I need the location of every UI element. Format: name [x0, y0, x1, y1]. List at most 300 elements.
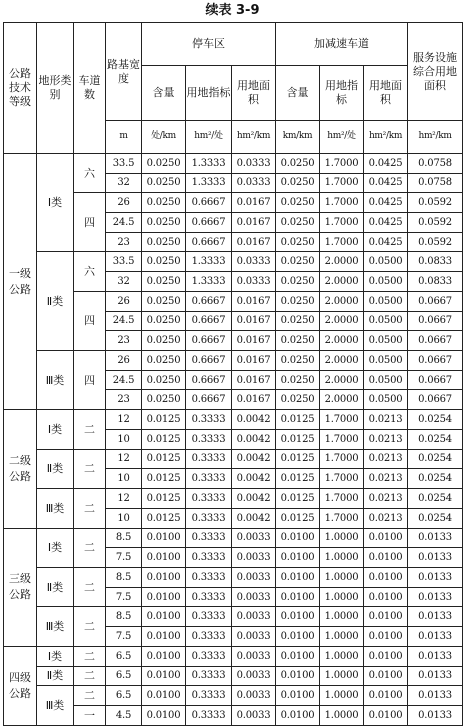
value-cell: 0.0042: [232, 508, 276, 528]
value-cell: 0.0100: [364, 607, 408, 627]
value-cell: 0.0250: [276, 370, 320, 390]
value-cell: 0.0042: [232, 469, 276, 489]
value-cell: 1.3333: [186, 252, 232, 272]
value-cell: 0.6667: [186, 351, 232, 371]
value-cell: 0.3333: [186, 528, 232, 548]
header-accel: 加减速车道: [276, 23, 408, 66]
lanes-cell: 二: [74, 666, 106, 686]
value-cell: 0.0125: [276, 429, 320, 449]
value-cell: 1.0000: [320, 627, 364, 647]
lanes-cell: 二: [74, 489, 106, 528]
value-cell: 1.7000: [320, 173, 364, 193]
width-cell: 23: [106, 331, 142, 351]
value-cell: 0.0100: [142, 646, 186, 666]
value-cell: 0.0667: [408, 351, 463, 371]
value-cell: 0.0125: [276, 410, 320, 430]
value-cell: 1.3333: [186, 173, 232, 193]
value-cell: 1.7000: [320, 489, 364, 509]
terrain-cell: Ⅲ类: [37, 686, 74, 726]
value-cell: 0.0100: [142, 528, 186, 548]
value-cell: 0.0425: [364, 153, 408, 173]
value-cell: 0.0213: [364, 508, 408, 528]
value-cell: 0.0125: [142, 449, 186, 469]
value-cell: 0.0100: [364, 627, 408, 647]
value-cell: 0.0133: [408, 686, 463, 706]
value-cell: 0.0333: [232, 252, 276, 272]
lanes-cell: 四: [74, 351, 106, 410]
width-cell: 12: [106, 489, 142, 509]
value-cell: 0.0100: [276, 666, 320, 686]
header-grade: 公路技术等级: [4, 23, 37, 154]
value-cell: 0.0250: [276, 252, 320, 272]
value-cell: 0.0333: [232, 272, 276, 292]
header-area-2: 用地面积: [364, 65, 408, 120]
width-cell: 8.5: [106, 528, 142, 548]
value-cell: 1.7000: [320, 193, 364, 213]
header-parking: 停车区: [142, 23, 276, 66]
value-cell: 0.3333: [186, 705, 232, 725]
value-cell: 0.0425: [364, 173, 408, 193]
value-cell: 0.0125: [142, 469, 186, 489]
table-row: [4, 410, 463, 430]
value-cell: 0.0100: [364, 587, 408, 607]
value-cell: 0.0667: [408, 370, 463, 390]
value-cell: 0.0100: [276, 607, 320, 627]
value-cell: 0.3333: [186, 410, 232, 430]
terrain-cell: Ⅱ类: [37, 666, 74, 686]
value-cell: 1.0000: [320, 686, 364, 706]
value-cell: 0.3333: [186, 686, 232, 706]
value-cell: 0.0250: [276, 272, 320, 292]
terrain-cell: Ⅰ类: [37, 410, 74, 449]
header-count: 含量: [142, 65, 186, 120]
width-cell: 7.5: [106, 587, 142, 607]
lanes-cell: 四: [74, 291, 106, 350]
value-cell: 0.0133: [408, 627, 463, 647]
width-cell: 4.5: [106, 705, 142, 725]
value-cell: 0.0125: [142, 489, 186, 509]
value-cell: 0.6667: [186, 291, 232, 311]
lanes-cell: 六: [74, 153, 106, 192]
value-cell: 2.0000: [320, 370, 364, 390]
lanes-cell: 四: [74, 193, 106, 252]
value-cell: 0.0500: [364, 370, 408, 390]
width-cell: 6.5: [106, 666, 142, 686]
land-use-table: [3, 22, 463, 726]
value-cell: 0.0250: [142, 252, 186, 272]
width-cell: 33.5: [106, 252, 142, 272]
value-cell: 0.3333: [186, 489, 232, 509]
value-cell: 0.0042: [232, 489, 276, 509]
value-cell: 0.0100: [364, 646, 408, 666]
table-row: [4, 666, 463, 686]
header-count-2: 含量: [276, 65, 320, 120]
unit-cell: hm²/处: [320, 121, 364, 154]
width-cell: 26: [106, 193, 142, 213]
value-cell: 1.0000: [320, 607, 364, 627]
value-cell: 0.0425: [364, 213, 408, 233]
value-cell: 0.0100: [142, 666, 186, 686]
value-cell: 0.0250: [142, 272, 186, 292]
value-cell: 0.0425: [364, 232, 408, 252]
value-cell: 0.0250: [276, 173, 320, 193]
value-cell: 0.0133: [408, 666, 463, 686]
value-cell: 0.0250: [142, 390, 186, 410]
value-cell: 0.0667: [408, 331, 463, 351]
value-cell: 1.0000: [320, 528, 364, 548]
unit-cell: 处/km: [142, 121, 186, 154]
value-cell: 0.0167: [232, 370, 276, 390]
table-row: [4, 449, 463, 469]
value-cell: 0.0425: [364, 193, 408, 213]
width-cell: 24.5: [106, 213, 142, 233]
value-cell: 0.0033: [232, 627, 276, 647]
lanes-cell: 二: [74, 449, 106, 488]
value-cell: 0.0758: [408, 173, 463, 193]
value-cell: 0.0100: [276, 587, 320, 607]
value-cell: 0.0833: [408, 252, 463, 272]
value-cell: 0.0100: [142, 607, 186, 627]
value-cell: 0.0500: [364, 351, 408, 371]
value-cell: 0.0125: [276, 489, 320, 509]
value-cell: 0.0592: [408, 213, 463, 233]
terrain-cell: Ⅱ类: [37, 252, 74, 351]
value-cell: 1.7000: [320, 429, 364, 449]
width-cell: 8.5: [106, 567, 142, 587]
width-cell: 23: [106, 390, 142, 410]
grade-cell: 二级公路: [4, 410, 37, 528]
value-cell: 0.0250: [276, 153, 320, 173]
value-cell: 0.0758: [408, 153, 463, 173]
value-cell: 0.0213: [364, 449, 408, 469]
width-cell: 23: [106, 232, 142, 252]
value-cell: 0.0100: [364, 548, 408, 568]
width-cell: 12: [106, 449, 142, 469]
value-cell: 0.0133: [408, 548, 463, 568]
value-cell: 0.0100: [364, 686, 408, 706]
value-cell: 0.3333: [186, 469, 232, 489]
value-cell: 0.0100: [276, 705, 320, 725]
value-cell: 0.0250: [276, 351, 320, 371]
value-cell: 0.0167: [232, 390, 276, 410]
value-cell: 0.0250: [142, 331, 186, 351]
value-cell: 0.0250: [142, 213, 186, 233]
value-cell: 0.0254: [408, 469, 463, 489]
lanes-cell: 二: [74, 686, 106, 706]
header-service: 服务设施综合用地面积: [408, 23, 463, 121]
table-row: [4, 489, 463, 509]
value-cell: 0.0667: [408, 291, 463, 311]
value-cell: 0.0100: [364, 705, 408, 725]
unit-cell: km/km: [276, 121, 320, 154]
value-cell: 0.3333: [186, 429, 232, 449]
value-cell: 1.0000: [320, 567, 364, 587]
grade-cell: 四级公路: [4, 646, 37, 725]
value-cell: 1.0000: [320, 548, 364, 568]
value-cell: 0.0167: [232, 232, 276, 252]
value-cell: 0.0592: [408, 193, 463, 213]
value-cell: 0.0254: [408, 489, 463, 509]
value-cell: 0.6667: [186, 370, 232, 390]
value-cell: 0.3333: [186, 646, 232, 666]
width-cell: 10: [106, 429, 142, 449]
unit-cell: hm²/km: [364, 121, 408, 154]
lanes-cell: 二: [74, 567, 106, 606]
value-cell: 0.0033: [232, 666, 276, 686]
value-cell: 0.0033: [232, 607, 276, 627]
value-cell: 0.0254: [408, 508, 463, 528]
value-cell: 0.0100: [364, 528, 408, 548]
value-cell: 0.0125: [142, 508, 186, 528]
value-cell: 0.0133: [408, 567, 463, 587]
width-cell: 10: [106, 469, 142, 489]
value-cell: 0.0254: [408, 429, 463, 449]
value-cell: 0.0213: [364, 410, 408, 430]
width-cell: 6.5: [106, 646, 142, 666]
value-cell: 0.0254: [408, 449, 463, 469]
value-cell: 0.0100: [276, 627, 320, 647]
value-cell: 0.0100: [276, 646, 320, 666]
value-cell: 1.7000: [320, 449, 364, 469]
value-cell: 0.0100: [364, 567, 408, 587]
lanes-cell: 二: [74, 528, 106, 567]
width-cell: 32: [106, 173, 142, 193]
value-cell: 2.0000: [320, 331, 364, 351]
value-cell: 0.0033: [232, 587, 276, 607]
value-cell: 0.3333: [186, 508, 232, 528]
value-cell: 0.0167: [232, 311, 276, 331]
value-cell: 0.0250: [142, 351, 186, 371]
value-cell: 0.0250: [142, 153, 186, 173]
value-cell: 0.0125: [276, 449, 320, 469]
value-cell: 0.0167: [232, 193, 276, 213]
header-terrain: 地形类别: [37, 23, 74, 154]
terrain-cell: Ⅲ类: [37, 351, 74, 410]
width-cell: 8.5: [106, 607, 142, 627]
value-cell: 0.0592: [408, 232, 463, 252]
value-cell: 0.0667: [408, 390, 463, 410]
terrain-cell: Ⅱ类: [37, 449, 74, 488]
value-cell: 0.0100: [364, 666, 408, 686]
value-cell: 0.0333: [232, 173, 276, 193]
header-width: 路基宽度: [106, 23, 142, 121]
value-cell: 0.0125: [276, 469, 320, 489]
value-cell: 0.3333: [186, 567, 232, 587]
value-cell: 2.0000: [320, 311, 364, 331]
width-cell: 12: [106, 410, 142, 430]
value-cell: 2.0000: [320, 291, 364, 311]
value-cell: 0.0500: [364, 252, 408, 272]
value-cell: 0.6667: [186, 193, 232, 213]
value-cell: 0.0033: [232, 528, 276, 548]
value-cell: 1.0000: [320, 646, 364, 666]
value-cell: 1.7000: [320, 232, 364, 252]
value-cell: 0.0133: [408, 705, 463, 725]
value-cell: 0.3333: [186, 627, 232, 647]
width-cell: 32: [106, 272, 142, 292]
value-cell: 0.0033: [232, 705, 276, 725]
unit-cell: m: [106, 121, 142, 154]
grade-cell: 三级公路: [4, 528, 37, 646]
unit-cell: hm²/处: [186, 121, 232, 154]
value-cell: 0.0100: [276, 548, 320, 568]
terrain-cell: Ⅰ类: [37, 528, 74, 567]
terrain-cell: Ⅰ类: [37, 153, 74, 252]
value-cell: 0.0500: [364, 311, 408, 331]
value-cell: 0.0133: [408, 607, 463, 627]
header-index-2: 用地指标: [320, 65, 364, 120]
value-cell: 1.7000: [320, 153, 364, 173]
value-cell: 0.0250: [142, 291, 186, 311]
table-body: [4, 23, 463, 726]
value-cell: 0.0125: [276, 508, 320, 528]
width-cell: 24.5: [106, 311, 142, 331]
value-cell: 0.0133: [408, 587, 463, 607]
value-cell: 0.0250: [142, 173, 186, 193]
value-cell: 2.0000: [320, 390, 364, 410]
value-cell: 0.0833: [408, 272, 463, 292]
width-cell: 7.5: [106, 627, 142, 647]
value-cell: 2.0000: [320, 272, 364, 292]
terrain-cell: Ⅱ类: [37, 567, 74, 606]
table-row: [4, 646, 463, 666]
width-cell: 6.5: [106, 686, 142, 706]
value-cell: 1.7000: [320, 508, 364, 528]
value-cell: 0.0500: [364, 390, 408, 410]
value-cell: 0.0100: [276, 686, 320, 706]
terrain-cell: Ⅲ类: [37, 489, 74, 528]
terrain-cell: Ⅲ类: [37, 607, 74, 646]
terrain-cell: Ⅰ类: [37, 646, 74, 666]
value-cell: 0.0250: [142, 193, 186, 213]
width-cell: 26: [106, 291, 142, 311]
width-cell: 7.5: [106, 548, 142, 568]
value-cell: 0.0033: [232, 686, 276, 706]
value-cell: 0.0667: [408, 311, 463, 331]
value-cell: 0.3333: [186, 548, 232, 568]
table-row: [4, 252, 463, 272]
value-cell: 0.0250: [276, 311, 320, 331]
value-cell: 0.6667: [186, 311, 232, 331]
table-row: [4, 351, 463, 371]
value-cell: 0.6667: [186, 331, 232, 351]
value-cell: 0.0125: [142, 429, 186, 449]
value-cell: 0.6667: [186, 213, 232, 233]
value-cell: 0.6667: [186, 232, 232, 252]
value-cell: 0.0250: [142, 370, 186, 390]
value-cell: 0.6667: [186, 390, 232, 410]
value-cell: 1.3333: [186, 153, 232, 173]
value-cell: 0.0167: [232, 351, 276, 371]
value-cell: 1.0000: [320, 587, 364, 607]
value-cell: 0.0250: [142, 311, 186, 331]
value-cell: 0.3333: [186, 449, 232, 469]
header-lanes: 车道数: [74, 23, 106, 154]
value-cell: 1.0000: [320, 705, 364, 725]
value-cell: 0.0500: [364, 272, 408, 292]
lanes-cell: 二: [74, 646, 106, 666]
value-cell: 0.0033: [232, 567, 276, 587]
table-row: [4, 567, 463, 587]
value-cell: 0.0167: [232, 291, 276, 311]
value-cell: 0.0133: [408, 528, 463, 548]
value-cell: 0.0125: [142, 410, 186, 430]
value-cell: 0.0333: [232, 153, 276, 173]
value-cell: 0.0250: [276, 213, 320, 233]
lanes-cell: 二: [74, 410, 106, 449]
value-cell: 0.0100: [142, 705, 186, 725]
value-cell: 0.0100: [142, 627, 186, 647]
value-cell: 0.0500: [364, 291, 408, 311]
value-cell: 0.0250: [142, 232, 186, 252]
value-cell: 0.0250: [276, 331, 320, 351]
value-cell: 0.0213: [364, 429, 408, 449]
table-caption: 续表 3-9: [205, 3, 260, 18]
table-row: [4, 607, 463, 627]
value-cell: 0.0042: [232, 449, 276, 469]
unit-cell: hm²/km: [232, 121, 276, 154]
value-cell: 0.3333: [186, 587, 232, 607]
value-cell: 0.0033: [232, 548, 276, 568]
value-cell: 0.0033: [232, 646, 276, 666]
value-cell: 1.7000: [320, 469, 364, 489]
value-cell: 0.0042: [232, 429, 276, 449]
value-cell: 0.0100: [142, 587, 186, 607]
header-area: 用地面积: [232, 65, 276, 120]
header-row: [4, 23, 463, 66]
value-cell: 1.7000: [320, 213, 364, 233]
value-cell: 1.7000: [320, 410, 364, 430]
table-row: [4, 686, 463, 706]
value-cell: 0.0167: [232, 331, 276, 351]
width-cell: 24.5: [106, 370, 142, 390]
value-cell: 0.0213: [364, 469, 408, 489]
value-cell: 0.0100: [142, 548, 186, 568]
value-cell: 0.0100: [276, 528, 320, 548]
table-row: [4, 528, 463, 548]
value-cell: 0.0100: [276, 567, 320, 587]
value-cell: 0.0167: [232, 213, 276, 233]
table-row: [4, 153, 463, 173]
width-cell: 10: [106, 508, 142, 528]
lanes-cell: 二: [74, 607, 106, 646]
value-cell: 0.0500: [364, 331, 408, 351]
value-cell: 0.0042: [232, 410, 276, 430]
value-cell: 1.3333: [186, 272, 232, 292]
value-cell: 0.0133: [408, 646, 463, 666]
value-cell: 0.0213: [364, 489, 408, 509]
value-cell: 0.0254: [408, 410, 463, 430]
value-cell: 0.3333: [186, 607, 232, 627]
value-cell: 2.0000: [320, 252, 364, 272]
value-cell: 0.0100: [142, 567, 186, 587]
width-cell: 26: [106, 351, 142, 371]
width-cell: 33.5: [106, 153, 142, 173]
lanes-cell: 一: [74, 705, 106, 725]
lanes-cell: 六: [74, 252, 106, 291]
header-index: 用地指标: [186, 65, 232, 120]
value-cell: 0.3333: [186, 666, 232, 686]
value-cell: 1.0000: [320, 666, 364, 686]
value-cell: 0.0100: [142, 686, 186, 706]
value-cell: 0.0250: [276, 291, 320, 311]
grade-cell: 一级公路: [4, 153, 37, 409]
value-cell: 0.0250: [276, 390, 320, 410]
value-cell: 0.0250: [276, 193, 320, 213]
value-cell: 0.0250: [276, 232, 320, 252]
unit-cell: hm²/km: [408, 121, 463, 154]
value-cell: 2.0000: [320, 351, 364, 371]
